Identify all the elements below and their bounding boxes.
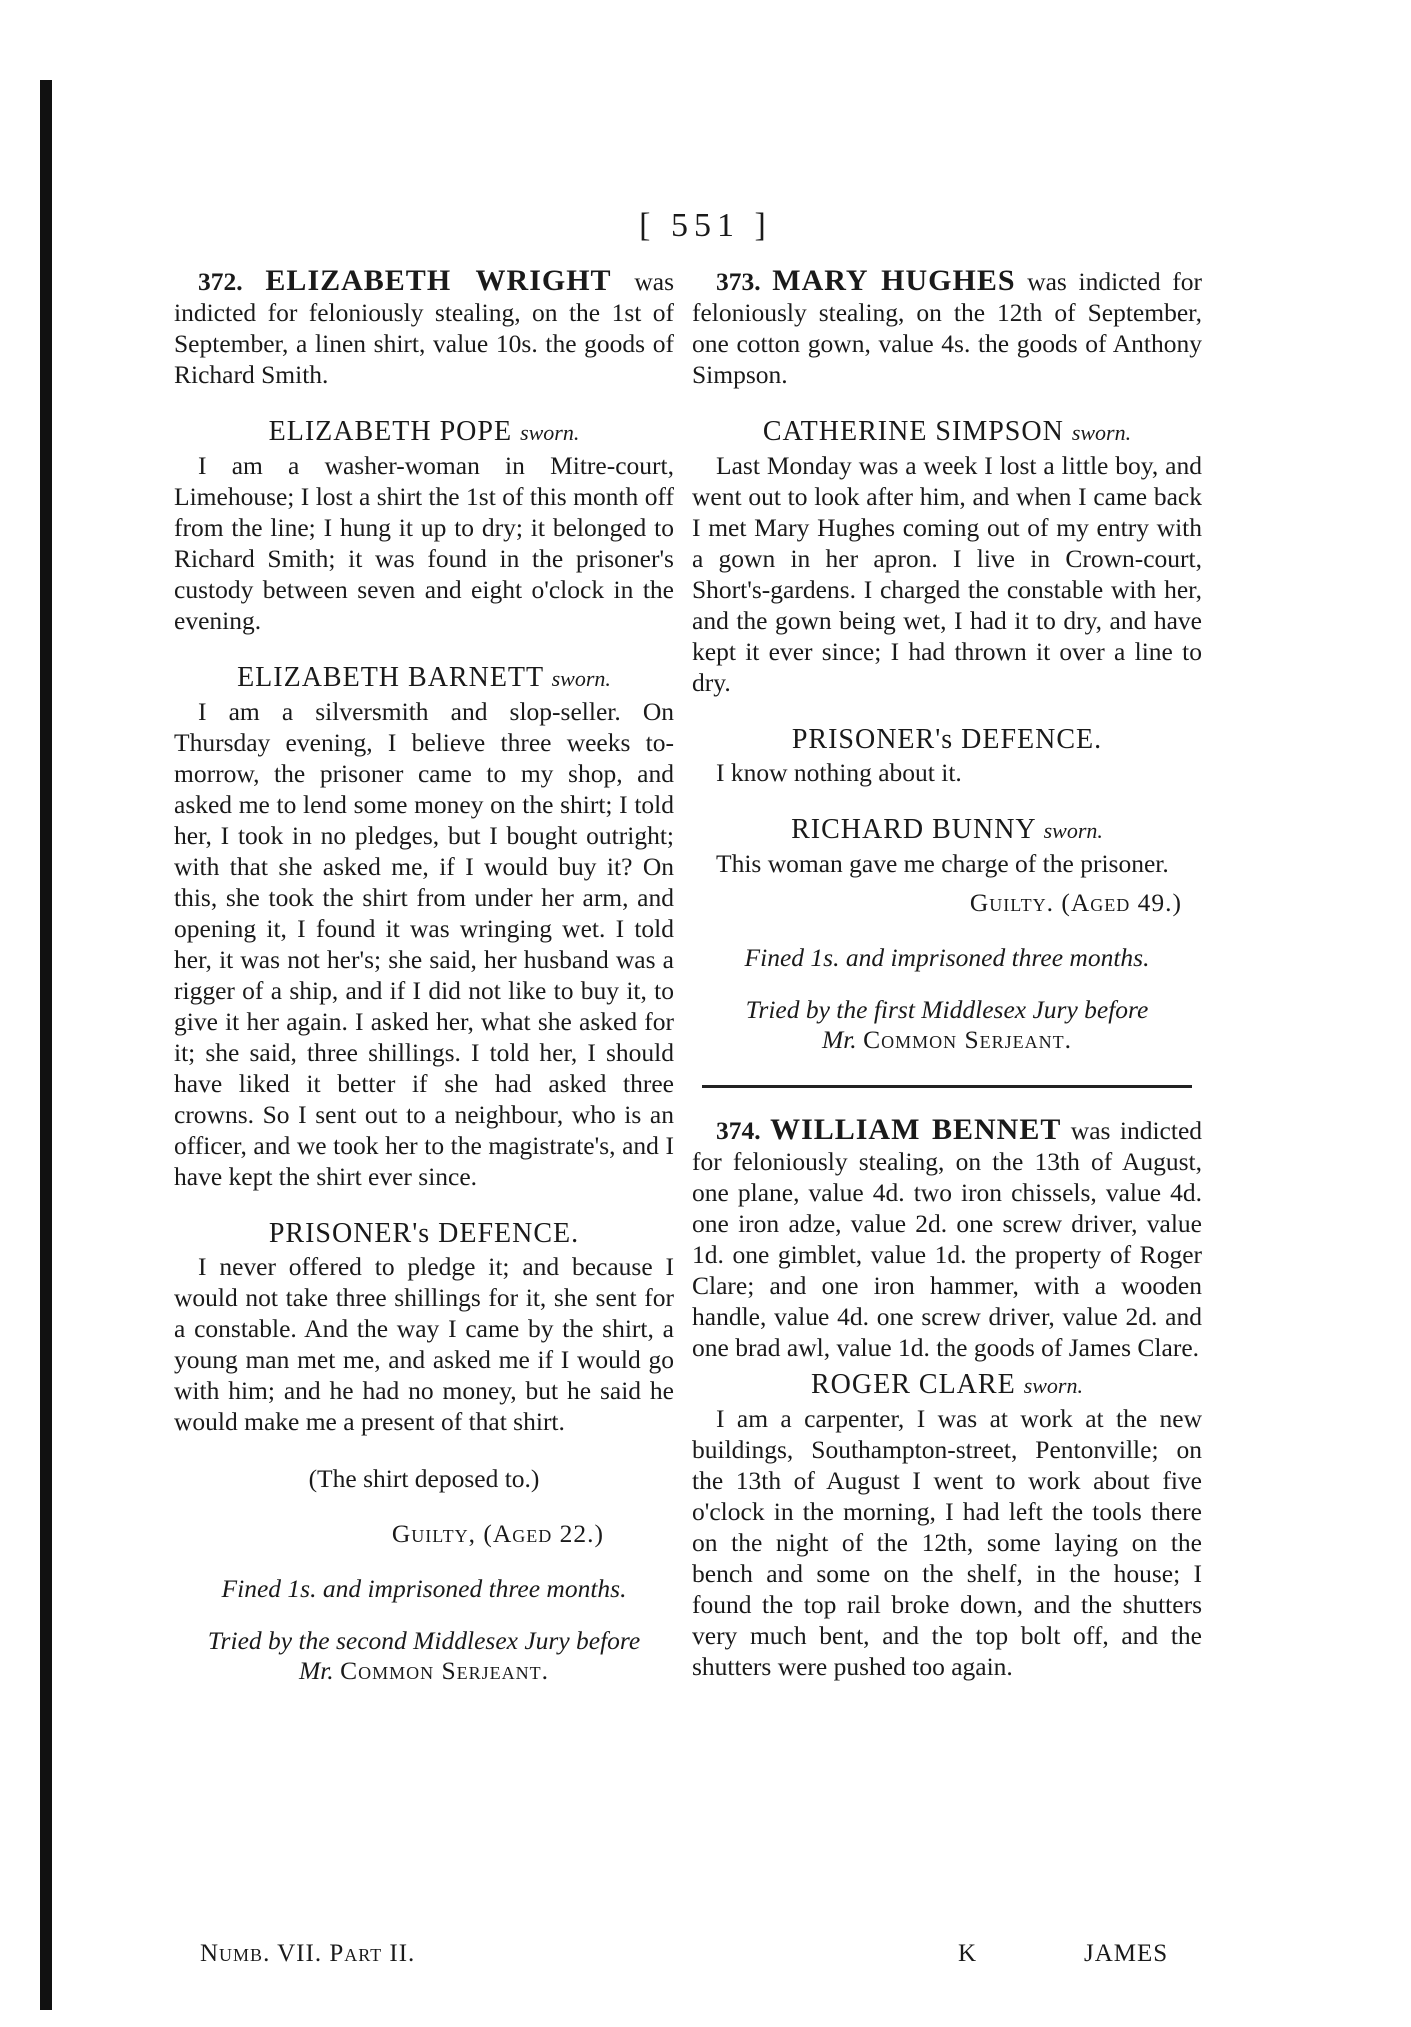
witness-name: RICHARD BUNNY (791, 814, 1036, 845)
left-column (174, 265, 674, 1686)
witness-heading (692, 1369, 1202, 1401)
indictment-text: was indicted for feloniously stealing, on the 12th of September, one cotton gown, value 4s. the goods of Anthony Simpson. (692, 267, 1202, 389)
case-372-heading (174, 265, 674, 390)
tried-by (174, 1626, 674, 1686)
verdict: Guilty, (Aged 22.) (391, 1519, 604, 1548)
defendant-name: WILLIAM BENNET (770, 1113, 1062, 1146)
defence-text: I know nothing about it. (716, 758, 962, 787)
defendant-name: MARY HUGHES (772, 264, 1016, 297)
sworn-label: sworn. (520, 420, 580, 445)
witness-testimony: I am a silversmith and slop-seller. On Thursday evening, I believe three weeks to-morrow, the prisoner came to my shop, and asked me to lend some money on the shirt; I told her, I took in no pledges, but I bought outright; with that she asked me, if I would buy it? On this, she took the shirt from under her arm, and opening it, I found it was wringing wet. I told her, it was not her's; she said, her husband was a rigger of a ship, and if I did not like to buy it, to give it her again. I asked her, what she asked for it; she said, three shillings. I told her, I should have liked it better if she had asked three crowns. So I sent out to a neighbour, who is an officer, and we took her to the magistrate's, and I have kept the shirt ever since. (174, 697, 674, 1191)
defence-text: I never offered to pledge it; and because I would not take three shillings for it, she sent for a constable. And the way I came by the shirt, a young man met me, and asked me if I would go with him; and he had no money, but he said he would make me a present of that shirt. (174, 1252, 674, 1436)
defence-heading: PRISONER's DEFENCE. (268, 1218, 580, 1249)
case-374-heading (692, 1114, 1202, 1363)
defence-heading: PRISONER's DEFENCE. (791, 724, 1103, 755)
witness-heading (692, 416, 1202, 448)
tried-by (692, 995, 1202, 1055)
judge-title: Common Serjeant. (863, 1025, 1073, 1054)
witness-name: ELIZABETH POPE (268, 416, 513, 447)
case-373-heading (692, 265, 1202, 390)
tried-by-line: Tried by the first Middlesex Jury before (745, 995, 1149, 1024)
tried-by-judge (174, 1656, 674, 1686)
verdict: Guilty. (Aged 49.) (969, 888, 1182, 917)
catchword: JAMES (1084, 1940, 1169, 1967)
witness-heading (692, 814, 1202, 846)
sworn-label: sworn. (1043, 818, 1103, 843)
tried-by-line: Tried by the second Middlesex Jury before (207, 1626, 641, 1655)
sworn-label: sworn. (1071, 420, 1132, 445)
page-binding-edge (40, 80, 52, 2010)
witness-name: ELIZABETH BARNETT (237, 662, 544, 693)
defendant-name: ELIZABETH WRIGHT (265, 264, 612, 297)
witness-testimony: I am a washer-woman in Mitre-court, Limehouse; I lost a shirt the 1st of this month off from the line; I hung it up to dry; it belonged to Richard Smith; it was found in the prisoner's custody between seven and eight o'clock in the evening. (174, 451, 674, 635)
witness-name: CATHERINE SIMPSON (762, 416, 1064, 447)
judge-title: Common Serjeant. (340, 1656, 550, 1685)
witness-name: ROGER CLARE (811, 1369, 1016, 1400)
judge-prefix: Mr. (821, 1025, 857, 1054)
page-number: [ 551 ] (639, 207, 772, 244)
judge-prefix: Mr. (298, 1656, 334, 1685)
case-number: 373. (716, 267, 761, 296)
sworn-label: sworn. (1023, 1373, 1083, 1398)
witness-testimony: Last Monday was a week I lost a little boy, and went out to look after him, and when I came back I met Mary Hughes coming out of my entry with a gown in her apron. I live in Crown-court, Short's-gardens. I charged the constable with her, and the gown being wet, I had it to dry, and have kept it ever since; I had thrown it over a line to dry. (692, 451, 1202, 697)
case-number: 372. (198, 267, 243, 296)
sentence: Fined 1s. and imprisoned three months. (744, 943, 1150, 972)
right-column (692, 265, 1202, 1682)
indictment-text: was indicted for feloniously stealing, on the 1st of September, a linen shirt, value 10s. the goods of Richard Smith. (174, 267, 675, 389)
case-number: 374. (716, 1116, 761, 1145)
deposed-note: (The shirt deposed to.) (308, 1464, 540, 1493)
tried-by-judge (692, 1025, 1202, 1055)
indictment-text: was indicted for feloniously stealing, on the 13th of August, one plane, value 4d. two iron chissels, value 4d. one iron adze, value 2d. one screw driver, value 1d. one gimblet, value 1d. the property of Roger Clare; and one iron hammer, with a wooden handle, value 4d. one screw driver, value 2d. and one brad awl, value 1d. the goods of James Clare. (692, 1116, 1203, 1362)
witness-heading (174, 662, 674, 694)
witness-heading (174, 416, 674, 448)
witness-testimony: I am a carpenter, I was at work at the new buildings, Southampton-street, Pentonville; on the 13th of August I went to work about five o'clock in the morning, I had left the tools there on the night of the 12th, some laying on the bench and some on the shelf, in the house; I found the top rail broke down, and the shutters very much bent, and the top bolt off, and the shutters were pushed too again. (692, 1404, 1202, 1681)
issue-label: Numb. VII. Part II. (200, 1940, 416, 1967)
witness-testimony: This woman gave me charge of the prisoner. (716, 849, 1169, 878)
section-divider (702, 1085, 1192, 1088)
sentence: Fined 1s. and imprisoned three months. (221, 1574, 627, 1603)
signature-mark: K (958, 1940, 977, 1967)
sworn-label: sworn. (551, 666, 611, 691)
